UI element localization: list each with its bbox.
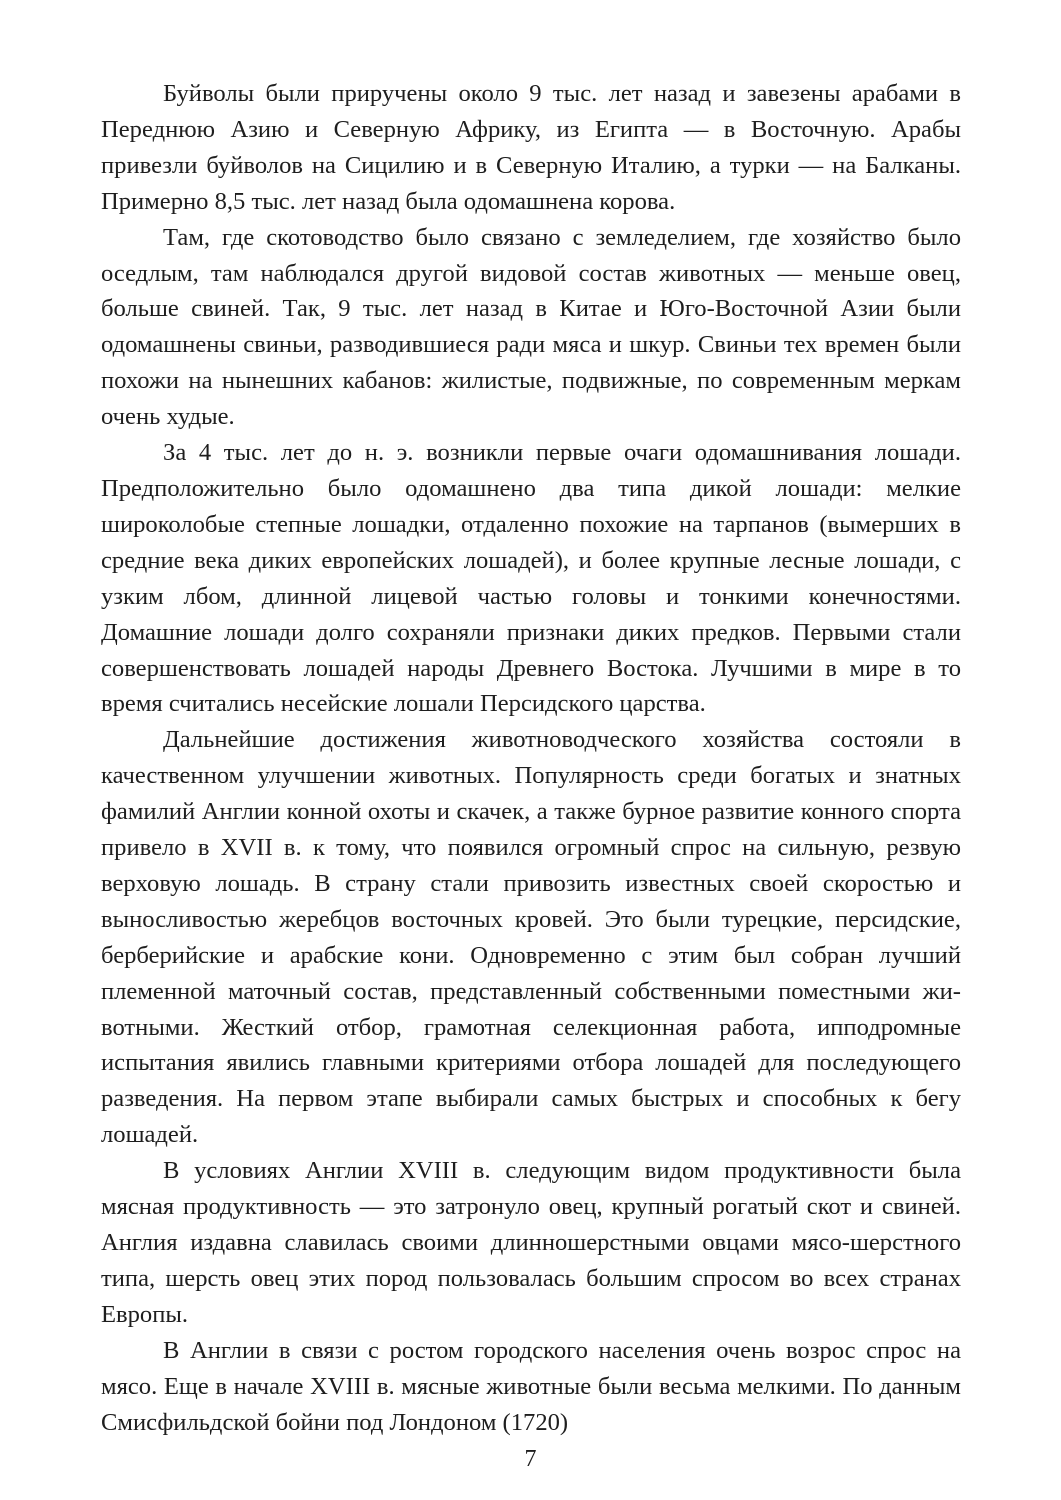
paragraph-meat-productivity: В условиях Англии XVIII в. следующим видом продуктивности была мясная продуктивность — это затронуло овец, крупный рогатый скот и свиней. Англия издавна славилась своими длинношерстными овцами мясо-шерстного типа, шерсть овец этих пород пользовалась большим спросом во всех странах Европы. bbox=[101, 1157, 961, 1328]
paragraph-meat-demand: В Англии в связи с ростом городского населения очень возрос спрос на мясо. Еще в начале XVIII в. мясные животные были весьма мелкими. По данным Смисфильдской бойни под Лондоном (1720) bbox=[101, 1336, 961, 1436]
paragraph-buffaloes: Буйволы были приручены около 9 тыс. лет назад и завезены арабами в Переднюю Азию и Северную Африку, из Египта — в Восточную. Арабы привезли буйволов на Сицилию и в Северную Италию, а турки — на Балканы. Примерно 8,5 тыс. лет назад была одомашнена корова. bbox=[101, 80, 961, 215]
paragraph-horses: За 4 тыс. лет до н. э. возникли первые очаги одомашнивания лошади. Предположительно было одомашнено два типа дикой лошади: мелкие широколобые степные лошадки, отдаленно похожие на тарпанов (вымерших в средние века диких европейских лошадей), и более крупные лесные лошади, с узким лбом, длинной лицевой частью головы и тонкими конечностями. Домашние лошади долго сохраняли признаки диких предков. Первыми стали совершенствовать лошадей народы Древнего Востока. Лучшими в мире в то время считались несейские лошали Персидского царства. bbox=[101, 439, 961, 718]
page-number: 7 bbox=[524, 1446, 537, 1472]
paragraph-pigs: Там, где скотоводство было связано с земледелием, где хозяйство было оседлым, там наблюдался другой видовой состав животных — меньше овец, больше свиней. Так, 9 тыс. лет назад в Китае и Юго-Восточной Азии были одомашнены свиньи, разводившиеся ради мяса и шкур. Свиньи тех времен были похожи на нынешних кабанов: жилистые, подвижные, по современным меркам очень худые. bbox=[101, 223, 961, 431]
paragraph-england-horses: Дальнейшие достижения животноводческого хозяйства состояли в качественном улучшении животных. Популярность среди богатых и знатных фамилий Англии конной охоты и скачек, а также бурное развитие конного спорта привело в XVII в. к тому, что появился огромный спрос на сильную, резвую верховую лошадь. В страну стали привозить известных своей скоростью и выносливостью жеребцов восточных кровей. Это были турецкие, персидские, берберийские и арабские кони. Одновременно с этим был собран лучший племенной маточный состав, представленный собственными поместными животными. Жесткий отбор, грамотная селекционная работа, ипподромные испытания явились главными критериями отбора лошадей для последующего разведения. На первом этапе выбирали самых быстрых и способных к бегу лошадей. bbox=[101, 726, 961, 1149]
page-body bbox=[101, 76, 961, 1440]
